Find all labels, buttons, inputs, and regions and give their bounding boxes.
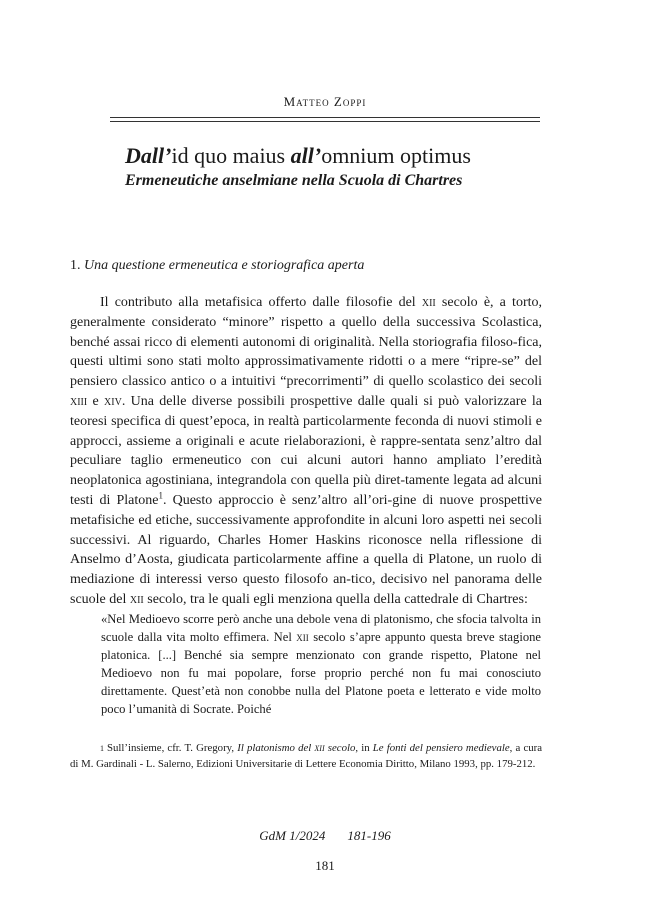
block-quote [101, 610, 541, 718]
footnote [70, 741, 542, 772]
journal-issue: GdM 1/2024 [259, 828, 326, 843]
title-part-omnium-optimus: omnium optimus [321, 143, 471, 168]
century-numeral: xiv [104, 393, 122, 409]
header-rule-top [110, 117, 540, 118]
century-numeral: xiii [70, 393, 88, 409]
quote-text-segment: «Nel Medioevo scorre però anche una debole vena di platonismo, che sfocia talvolta in scuole dalla vita molto effimera. Nel [101, 612, 541, 644]
article-title [125, 142, 565, 170]
body-text-segment: . Una delle diverse possibili prospettive dalle quali si può valorizzare la teoresi specifica di quest’epoca, in realtà particolarmente feconda di nuovi stimoli e approcci, assieme a originali e acute rielaborazioni, è rappre-sentata senz’altro dal peculiare taglio ermeneutico con cui alcuni autori hanno ampliato l’eredità neoplatonica agostiniana, integrandola con quella più diret-tamente legata ad alcuni testi di Platone [70, 393, 543, 508]
century-numeral: xii [421, 295, 436, 310]
section-heading [70, 256, 550, 276]
body-text-segment: secolo, tra le quali egli menziona quella della cattedrale di Chartres: [143, 591, 528, 607]
body-text-segment: . Questo approccio è senz’altro all’ori-gine di nuove prospettive metafisiche ed etiche, successivamente approfondite in alcuni loro aspetti nei secoli successivi. Al riguardo, Charles Homer Haskins riconosce nella riflessione di Anselmo d’Aosta, giudicata particolarmente affine a quella di Platone, un ruolo di mediazione di interessi verso questo filosofo an-tico, decisivo nel panorama delle scuole del [70, 492, 543, 607]
footnote-text-segment: , in [355, 742, 373, 754]
footnote-reference[interactable]: 1 [158, 490, 163, 501]
body-text-segment: e [87, 393, 105, 409]
body-text-segment: secolo è, a torto, generalmente considerato “minore” rispetto a quello della successiva Scolastica, benché assai ricco di elementi autonomi di originalità. Nella storiografia filoso-fica, questi ultimi sono stati molto approssimativamente ridotti o a mere “ripre-se” del pensiero classico antico o a intuitivi “precorrimenti” di quello scolastico dei secoli [70, 295, 542, 390]
footnote-work-title: secolo [324, 742, 356, 754]
century-numeral: xii [314, 742, 325, 754]
footnote-number: 1 [100, 744, 104, 753]
body-paragraph [70, 293, 542, 610]
body-text-segment: Il contributo alla metafisica offerto dalle filosofie del [100, 295, 422, 310]
journal-citation [0, 828, 650, 844]
page-number: 181 [315, 858, 335, 873]
century-numeral: xii [296, 630, 309, 644]
footnote-text-segment: Sull’insieme, cfr. T. Gregory, [107, 742, 238, 754]
footnote-text-segment: , a cura di M. Gardinali - L. Salerno, Edizioni Universitarie di Lettere Economia Diritto, Milano 1993, pp. 179-212. [70, 742, 543, 770]
journal-page-range: 181-196 [347, 828, 391, 843]
article-title-block [125, 142, 565, 192]
title-part-id-quo-maius: id quo maius [171, 143, 291, 168]
footnote-work-title: Il platonismo del [237, 742, 315, 754]
century-numeral: xii [129, 591, 144, 607]
running-header-author: Matteo Zoppi [283, 94, 367, 109]
section-number: 1. [70, 258, 81, 273]
header-rule-bottom [110, 121, 540, 122]
footnote-book-title: Le fonti del pensiero medievale [372, 742, 510, 754]
article-subtitle: Ermeneutiche anselmiane nella Scuola di Chartres [125, 172, 463, 189]
quote-text-segment: secolo s’apre appunto questa breve stagione platonica. [...] Benché sia sempre menzionato con grande rispetto, Platone nel Medioevo non fu mai popolare, forse proprio perché non fu mai conosciuto direttamente. Quest’età non conobbe nulla del Platone poeta e letterato e vide molto poco l’umanità di Socrate. Poiché [101, 630, 542, 716]
section-title: Una questione ermeneutica e storiografica aperta [84, 258, 365, 273]
title-part-dall: Dall’ [125, 143, 172, 168]
title-part-all: all’ [290, 143, 322, 168]
